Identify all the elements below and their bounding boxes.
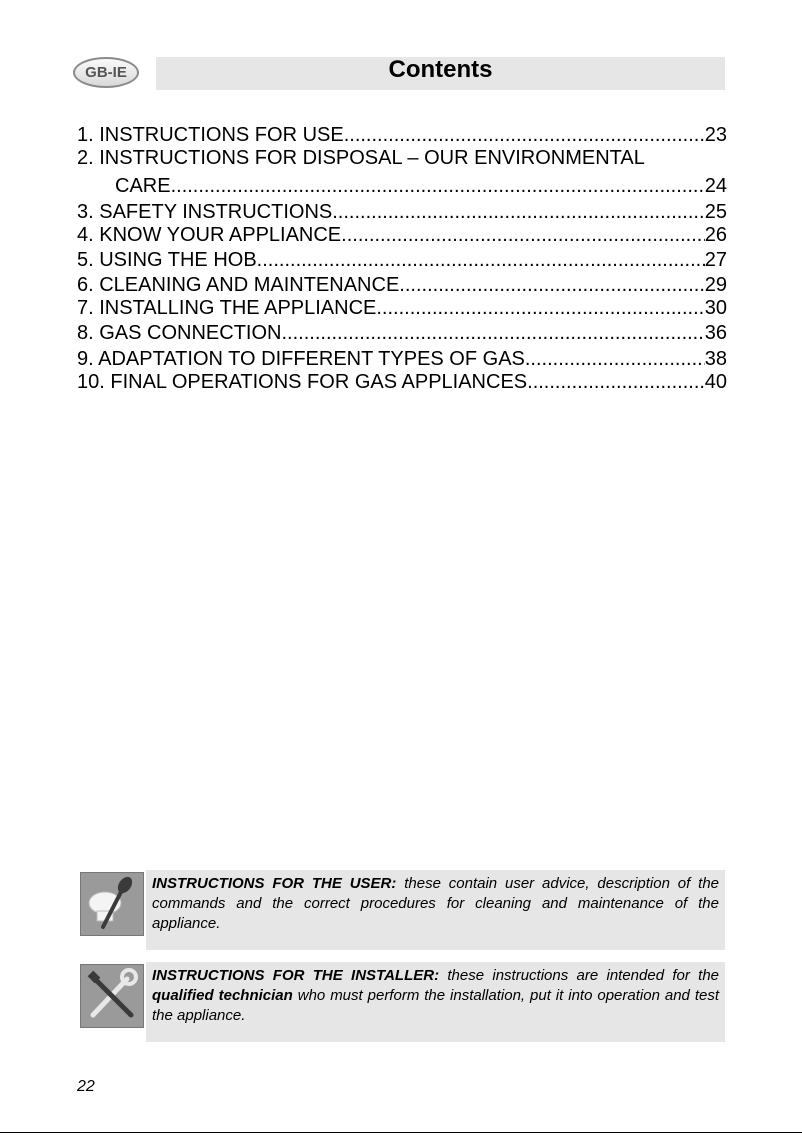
toc-label: 7. INSTALLING THE APPLIANCE	[77, 297, 377, 319]
toc-page: 24	[704, 175, 727, 197]
toc-page: 38	[704, 348, 727, 370]
toc-entry-4[interactable]	[77, 224, 727, 247]
toc-label: 3. SAFETY INSTRUCTIONS	[77, 201, 333, 223]
page-title: Contents	[388, 55, 493, 83]
user-note-text: these contain user advice, description of the commands and the correct procedures for cleaning and maintenance of the appliance.	[152, 875, 720, 932]
user-instructions-note	[146, 870, 725, 950]
page-title-bar	[156, 57, 725, 90]
bottom-divider	[0, 1132, 802, 1133]
installer-note-lead: INSTRUCTIONS FOR THE INSTALLER:	[152, 967, 440, 984]
toc-entry-7[interactable]	[77, 297, 727, 320]
installer-note-emphasis: qualified technician	[152, 987, 293, 1004]
toc-page: 40	[704, 371, 727, 393]
toc-label-continued: CARE	[115, 175, 171, 197]
toc-page: 30	[704, 297, 727, 319]
page-number: 22	[77, 1078, 95, 1095]
toc-entry-10[interactable]	[77, 371, 727, 394]
toc-entry-3[interactable]	[77, 201, 727, 224]
tools-icon	[80, 964, 144, 1028]
user-note-lead: INSTRUCTIONS FOR THE USER:	[152, 875, 397, 892]
toc-entry-2[interactable]	[77, 147, 727, 170]
installer-instructions-note	[146, 962, 725, 1042]
toc-label: 8. GAS CONNECTION	[77, 322, 282, 344]
chef-spoon-icon	[80, 872, 144, 936]
toc-page: 29	[704, 274, 727, 296]
toc-label: 6. CLEANING AND MAINTENANCE	[77, 274, 400, 296]
installer-note-text-a: these instructions are intended for the	[439, 967, 719, 984]
toc-page: 27	[704, 249, 727, 271]
toc-entry-5[interactable]	[77, 249, 727, 272]
toc-label: 4. KNOW YOUR APPLIANCE	[77, 224, 342, 246]
toc-label: 1. INSTRUCTIONS FOR USE	[77, 124, 344, 146]
toc-page: 26	[704, 224, 727, 246]
table-of-contents	[77, 124, 727, 394]
toc-label: 9. ADAPTATION TO DIFFERENT TYPES OF GAS	[77, 348, 525, 370]
toc-label: 5. USING THE HOB	[77, 249, 257, 271]
toc-page: 25	[704, 201, 727, 223]
toc-page: 36	[704, 322, 727, 344]
toc-label: 2. INSTRUCTIONS FOR DISPOSAL – OUR ENVIRONMENTAL	[77, 147, 645, 169]
toc-page: 23	[704, 124, 727, 146]
toc-entry-9[interactable]	[77, 348, 727, 371]
toc-entry-1[interactable]	[77, 124, 727, 147]
installer-note-text-b: who must perform the installation, put it into operation and test the appliance.	[152, 987, 719, 1024]
toc-entry-2-continued[interactable]	[77, 175, 727, 198]
toc-label: 10. FINAL OPERATIONS FOR GAS APPLIANCES	[77, 371, 528, 393]
toc-entry-8[interactable]	[77, 322, 727, 345]
toc-entry-6[interactable]	[77, 274, 727, 297]
language-badge: GB-IE	[73, 57, 139, 88]
